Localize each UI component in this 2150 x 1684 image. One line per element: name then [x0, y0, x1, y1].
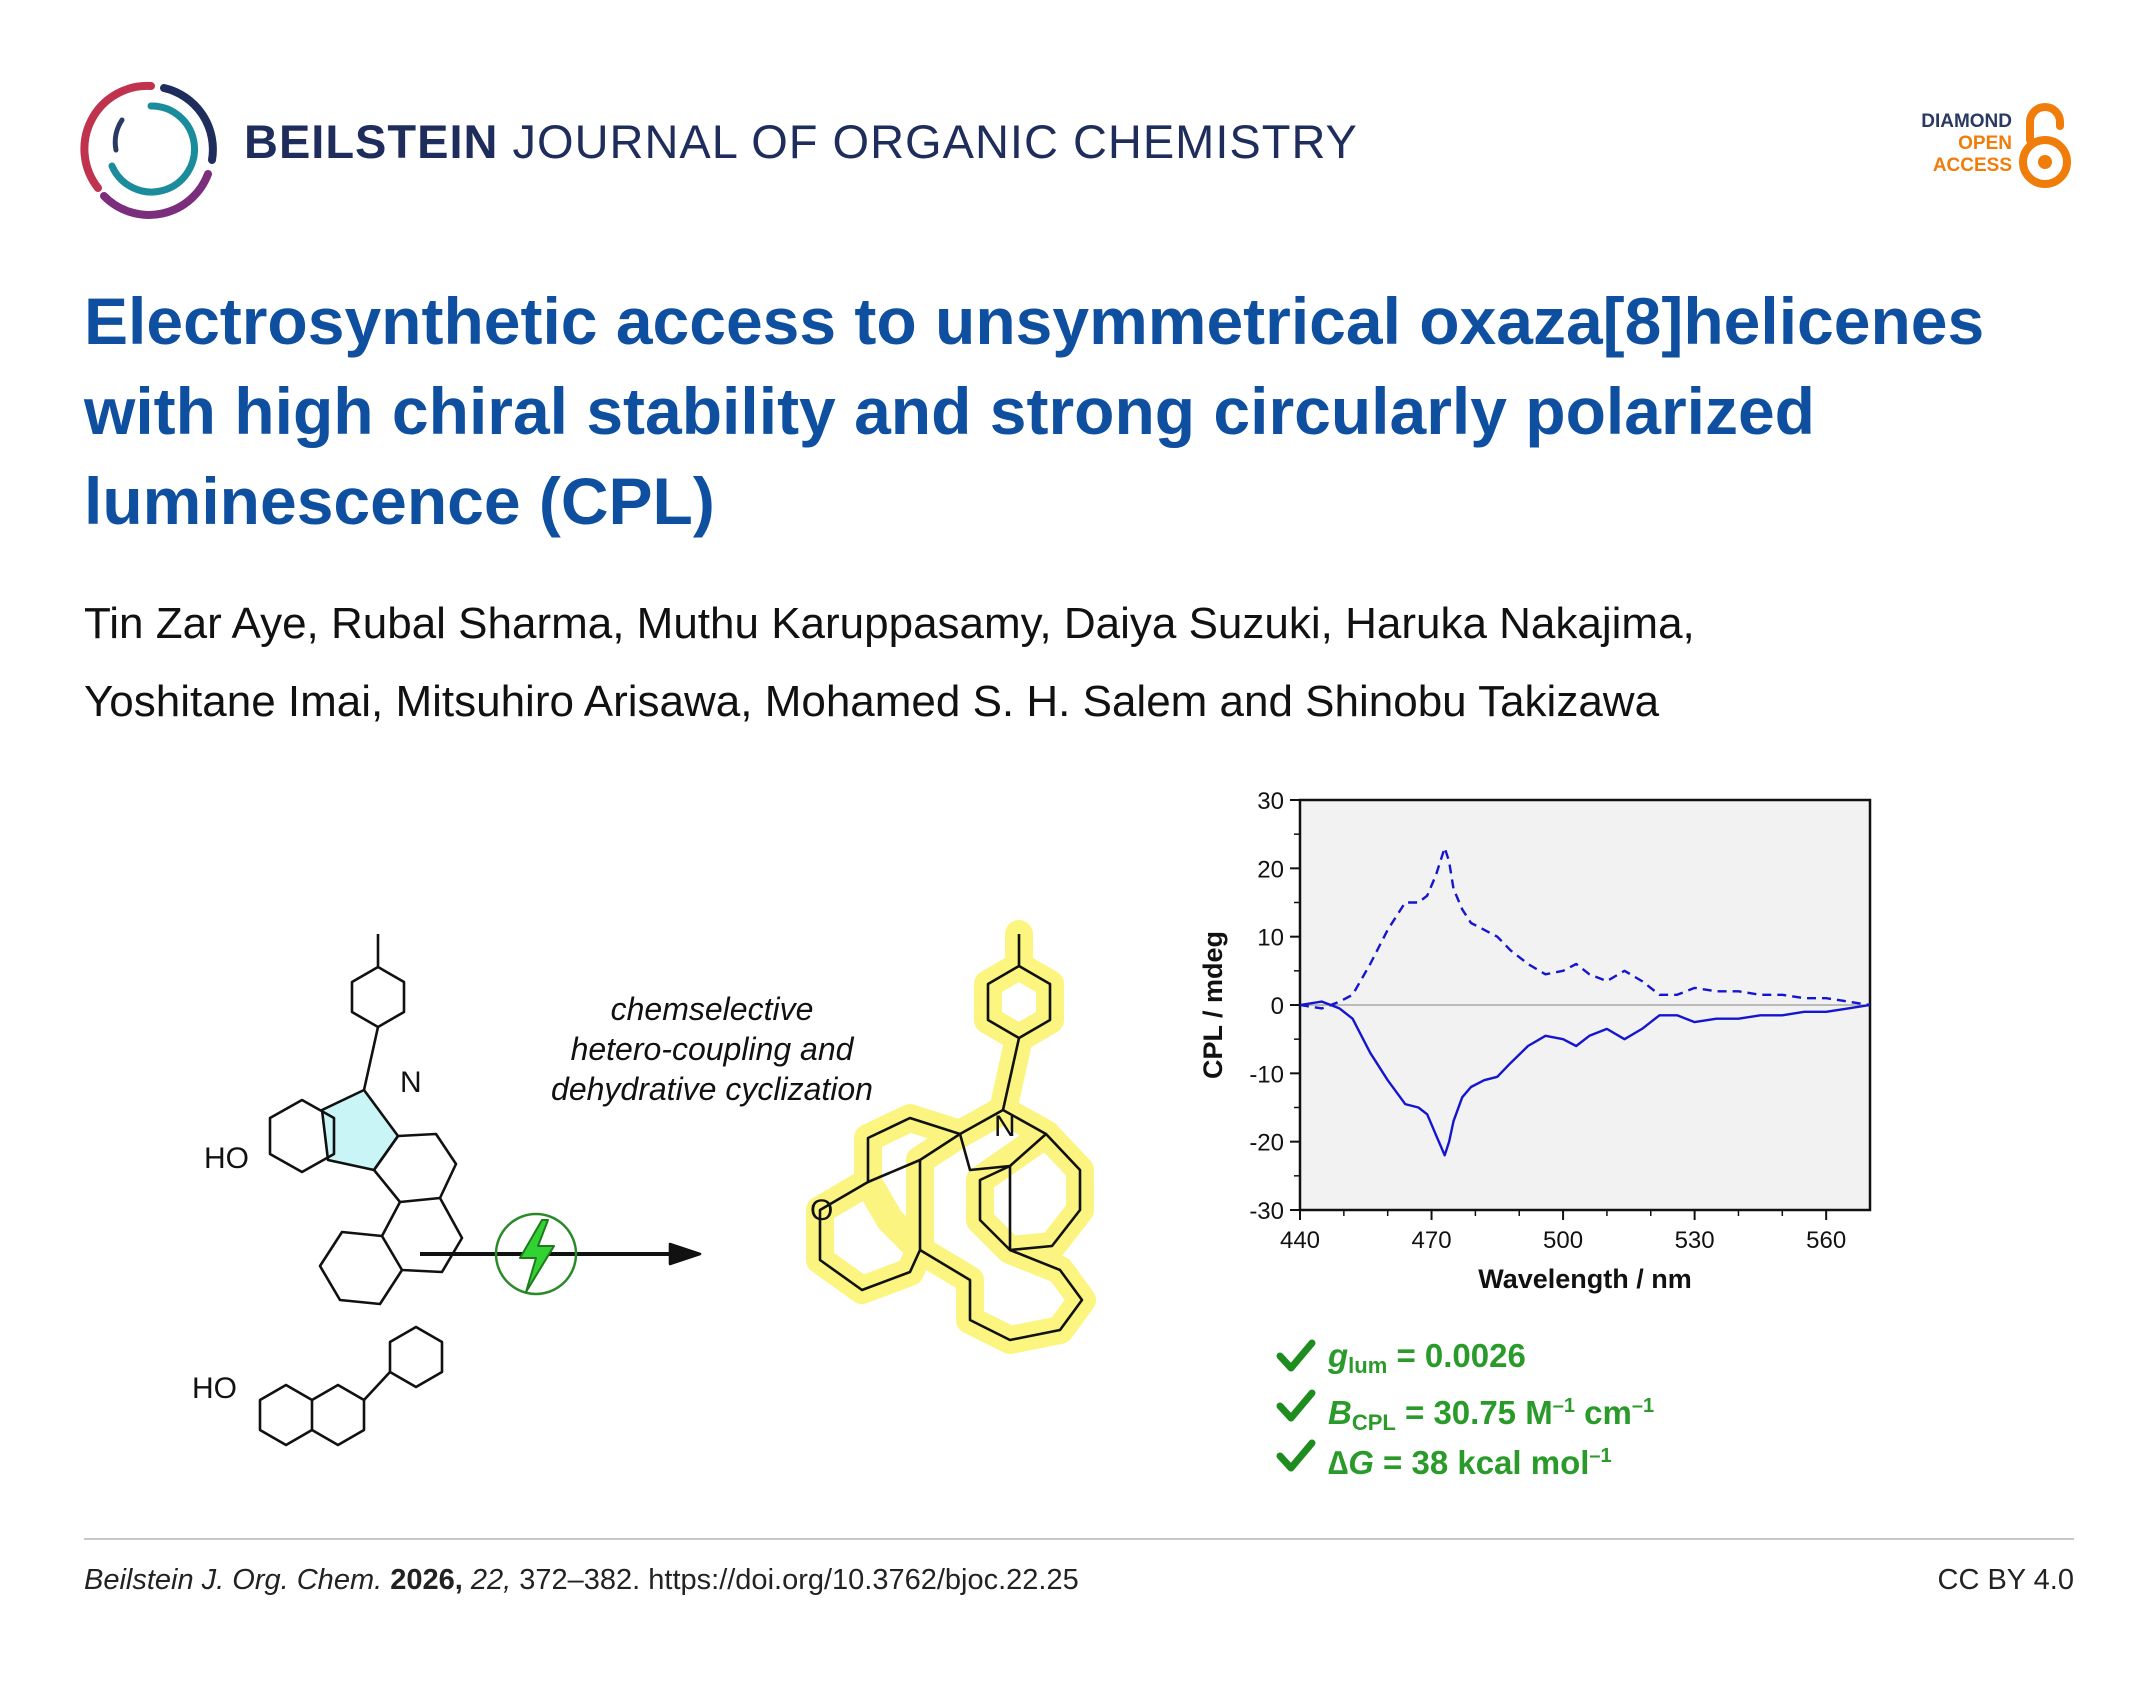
y-tick-label: 0	[1270, 993, 1284, 1020]
author-line: Yoshitane Imai, Mitsuhiro Arisawa, Mohamed S. H. Salem and Shinobu Takizawa	[84, 677, 1660, 726]
x-tick-label: 470	[1411, 1227, 1452, 1254]
arrow-label-line: dehydrative cyclization	[551, 1071, 873, 1107]
y-tick-label: -10	[1249, 1061, 1284, 1089]
atom-label-N: N	[994, 1110, 1016, 1143]
atom-label-O: O	[810, 1194, 834, 1227]
x-tick-label: 530	[1674, 1227, 1715, 1254]
checkmark-icon	[1278, 1440, 1314, 1472]
atom-label-HO: HO	[192, 1372, 237, 1405]
x-tick-label: 560	[1806, 1227, 1847, 1254]
y-tick-label: -20	[1249, 1129, 1284, 1157]
y-tick-label: 30	[1257, 788, 1284, 815]
x-tick-label: 440	[1279, 1227, 1321, 1254]
x-tick-label: 500	[1543, 1227, 1584, 1254]
arrow-label-line: hetero-coupling and	[570, 1031, 854, 1067]
y-tick-label: 20	[1257, 856, 1284, 884]
arrow-label-line: chemselective	[610, 991, 814, 1027]
checkmark-icon	[1278, 1340, 1314, 1372]
y-axis-label: CPL / mdeg	[1198, 930, 1228, 1080]
reaction-scheme	[192, 920, 1170, 1480]
highlight-item: $B_{CPL} = 30.75$ $M^{-1}$ $cm^{-1}$	[1278, 1384, 1918, 1434]
y-tick-label: 10	[1257, 924, 1284, 952]
author-list	[84, 585, 2074, 741]
atom-label-HO: HO	[204, 1142, 249, 1175]
diamond-open-access-label: DIAMOND OPEN ACCESS	[1921, 111, 2012, 176]
cpl-chart	[1180, 790, 1900, 1310]
x-axis-label: Wavelength / nm	[1478, 1264, 1692, 1294]
author-line: Tin Zar Aye, Rubal Sharma, Muthu Karuppasamy, Daiya Suzuki, Haruka Nakajima,	[84, 599, 1695, 648]
article-title: Electrosynthetic access to unsymmetrical oxaza[8]helicenes with high chiral stability and strong circularly polarized luminescence (CPL)	[84, 284, 1985, 538]
checkmark-icon	[1278, 1390, 1314, 1422]
open-access-lock-icon	[2018, 100, 2072, 192]
highlight-list	[1278, 1334, 1918, 1484]
journal-name: BEILSTEIN JOURNAL OF ORGANIC CHEMISTRY	[244, 115, 1358, 168]
atom-label-N: N	[400, 1066, 422, 1099]
footer-divider	[84, 1538, 2074, 1540]
y-tick-label: -30	[1249, 1198, 1284, 1225]
highlight-item: ∆G = 38 kcal mol$^{-1}$	[1278, 1434, 1918, 1484]
license-label: CC BY 4.0	[1937, 1564, 2074, 1596]
citation: Beilstein J. Org. Chem. 2026, 22, 372–382. https://doi.org/10.3762/bjoc.22.25	[84, 1564, 1079, 1596]
journal-logo-icon	[82, 80, 220, 218]
highlight-item: $g_{lum} = 0.0026$	[1278, 1334, 1918, 1384]
